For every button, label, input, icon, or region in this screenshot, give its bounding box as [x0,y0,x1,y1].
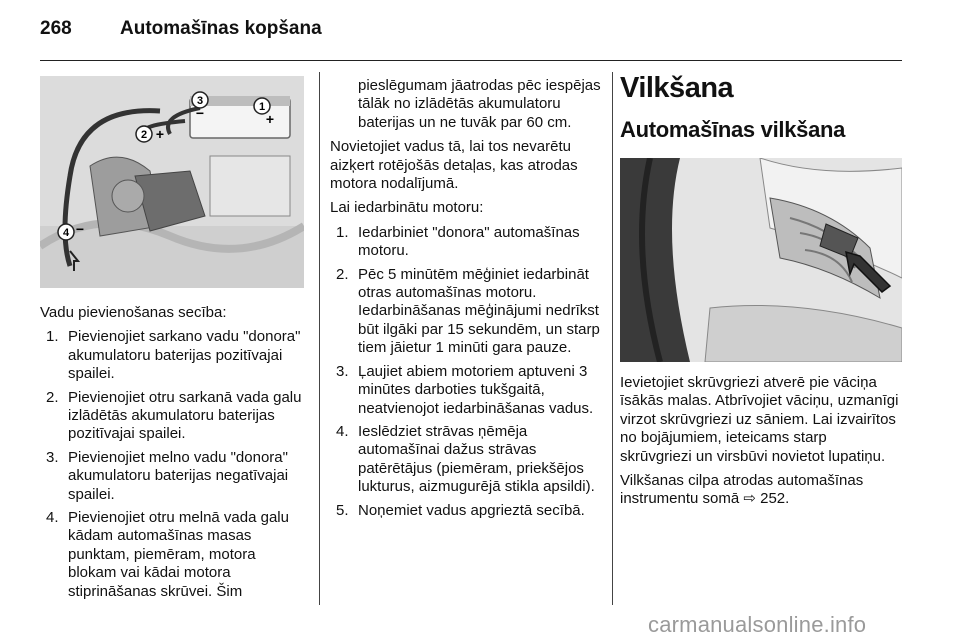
intro-text: Vadu pievienošanas secība: [40,304,227,321]
figure-sign-4: − [75,221,85,237]
column-divider-2 [612,72,613,605]
page-number: 268 [40,18,72,39]
step-number: 4. [46,509,59,527]
page-title: Automašīnas kopšana [120,18,322,39]
figure-label-4: 4 [62,227,70,239]
start-engine-intro: Lai iedarbinātu motoru: [330,199,484,217]
list-item [330,502,606,520]
middle-column [330,77,606,526]
list-item [40,389,308,444]
list-item [330,266,606,358]
step-number: 1. [46,328,59,346]
step-number: 5. [336,501,349,519]
left-column [40,304,308,607]
section-heading: Vilkšana [620,72,734,104]
step-text: Pievienojiet sarkano vadu "donora" akumulatoru baterijas pozitīvajai spailei. [68,328,301,383]
continued-step-text: pieslēgumam jāatrodas pēc iespējas tālāk no izlādētās akumulatoru baterijas un ne tuvāk par 60 cm. [358,77,601,131]
figure-label-3: 3 [196,95,204,107]
start-steps [330,224,606,520]
cable-placement-text: Novietojiet vadus tā, lai tos nevarētu aizķert rotējošās detaļas, kas atrodas motora nodalījumā. [330,138,578,193]
figure-label-1: 1 [258,101,266,113]
figure-sign-1: + [265,111,275,127]
step-number: 3. [336,362,349,380]
step-text: Pēc 5 minūtēm mēģiniet iedarbināt otras automašīnas motoru. Iedarbināšanas mēģinājumi nedrīkst būt ilgāki par 15 sekundēm, un starp tiem jāietur 1 minūti gara pauze. [358,265,600,357]
step-text: Ieslēdziet strāvas ņēmēja automašīnai dažus strāvas patērētājus (piemēram, priekšējos lukturus, aizmugurējā stikla apsildi). [358,422,595,496]
right-column [620,374,902,515]
figure-sign-3: − [195,105,205,121]
list-item [40,328,308,383]
list-item [330,363,606,418]
step-number: 2. [336,265,349,283]
step-text: Pievienojiet otru melnā vada galu kādam automašīnas masas punktam, piemēram, motora blokam vai kādai motora stiprināšanas skrūvei. Šim [68,509,289,600]
step-number: 2. [46,388,59,406]
step-text: Iedarbiniet "donora" automašīnas motoru. [358,223,580,260]
column-divider-1 [319,72,320,605]
figure-label-2: 2 [140,129,148,141]
watermark: carmanualsonline.info [648,612,867,637]
step-text: Noņemiet vadus apgrieztā secībā. [358,501,585,519]
step-number: 3. [46,448,59,466]
cover-removal-text: Ievietojiet skrūvgriezi atverē pie vāciņa īsākās malas. Atbrīvojiet vāciņu, uzmanīgi virzot skrūvgriezi uz sāniem. Lai izvairītos no bojājumiem, ieteicams starp skrūvgriezi un virsbūvi novietot lupatiņu. [620,374,899,465]
step-text: Pievienojiet otru sarkanā vada galu izlādētās akumulatoru baterijas pozitīvajai spailei. [68,388,302,443]
jump-start-figure [40,76,304,288]
towing-eye-location-text: Vilkšanas cilpa atrodas automašīnas instrumentu somā ⇨ 252. [620,472,864,508]
list-item [330,224,606,261]
list-item [330,423,606,497]
connection-steps [40,328,308,601]
figure-sign-2: + [155,126,165,142]
list-item [40,509,308,601]
section-subheading: Automašīnas vilkšana [620,117,846,142]
step-number: 1. [336,223,349,241]
step-text: Ļaujiet abiem motoriem aptuveni 3 minūtes darboties tukšgaitā, neatvienojot iedarbināšanas vadus. [358,362,594,417]
towing-cover-figure [620,158,902,362]
step-text: Pievienojiet melno vadu "donora" akumulatoru baterijas negatīvajai spailei. [68,448,289,503]
step-number: 4. [336,422,349,440]
header-rule [40,60,902,61]
list-item [40,449,308,504]
